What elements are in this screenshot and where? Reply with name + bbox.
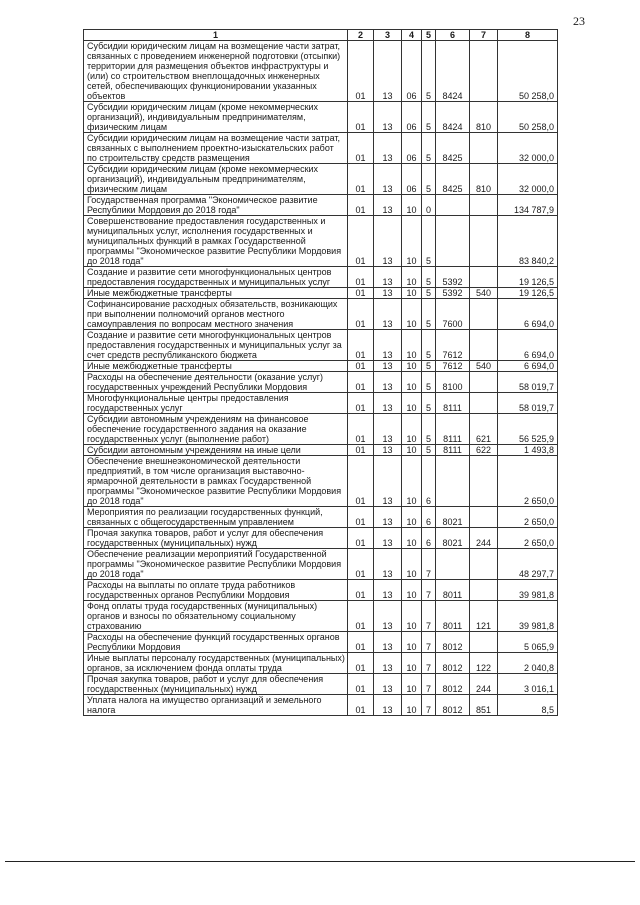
- row-code-c3: 13: [374, 507, 402, 528]
- row-amount: 2 650,0: [498, 528, 558, 549]
- table-row: [84, 528, 558, 549]
- row-description: Субсидии автономным учреждениям на иные цели: [84, 445, 348, 456]
- table-row: [84, 414, 558, 445]
- row-code-c7: [470, 195, 498, 216]
- row-code-c4: 10: [402, 601, 422, 632]
- row-code-c3: 13: [374, 414, 402, 445]
- row-code-c2: 01: [348, 528, 374, 549]
- row-code-c4: 10: [402, 216, 422, 267]
- row-code-c6: 8424: [436, 41, 470, 102]
- col-header-6: 6: [436, 30, 470, 41]
- row-code-c4: 06: [402, 133, 422, 164]
- row-amount: 6 694,0: [498, 330, 558, 361]
- row-code-c3: 13: [374, 102, 402, 133]
- row-code-c4: 10: [402, 414, 422, 445]
- table-row: [84, 653, 558, 674]
- row-code-c4: 10: [402, 288, 422, 299]
- row-code-c2: 01: [348, 674, 374, 695]
- row-code-c7: 810: [470, 164, 498, 195]
- row-code-c6: 8100: [436, 372, 470, 393]
- row-code-c3: 13: [374, 330, 402, 361]
- row-code-c6: 8111: [436, 393, 470, 414]
- row-code-c3: 13: [374, 133, 402, 164]
- row-code-c7: 244: [470, 674, 498, 695]
- row-code-c4: 10: [402, 267, 422, 288]
- row-amount: 2 040,8: [498, 653, 558, 674]
- row-description: Обеспечение внешнеэкономической деятельности предприятий, в том числе организация выставочно-ярмарочной деятельности в рамках Государственной программы "Экономическое развитие Республики Мордовия до 2018 года": [84, 456, 348, 507]
- row-code-c7: [470, 330, 498, 361]
- row-code-c3: 13: [374, 653, 402, 674]
- row-code-c5: 5: [422, 164, 436, 195]
- row-code-c4: 06: [402, 41, 422, 102]
- row-code-c4: 10: [402, 528, 422, 549]
- row-code-c7: [470, 456, 498, 507]
- col-header-1: 1: [84, 30, 348, 41]
- row-amount: 1 493,8: [498, 445, 558, 456]
- row-code-c6: [436, 195, 470, 216]
- row-code-c4: 10: [402, 695, 422, 716]
- table-row: [84, 507, 558, 528]
- row-code-c7: [470, 216, 498, 267]
- row-code-c5: 6: [422, 507, 436, 528]
- row-code-c7: [470, 549, 498, 580]
- table-row: [84, 216, 558, 267]
- row-amount: 6 694,0: [498, 361, 558, 372]
- row-code-c5: 0: [422, 195, 436, 216]
- row-amount: 2 650,0: [498, 507, 558, 528]
- row-code-c4: 10: [402, 299, 422, 330]
- row-amount: 58 019,7: [498, 393, 558, 414]
- row-code-c6: 8111: [436, 445, 470, 456]
- row-code-c4: 10: [402, 372, 422, 393]
- row-description: Субсидии юридическим лицам на возмещение части затрат, связанных с выполнением проектно-изыскательских работ по строительству средств размещения: [84, 133, 348, 164]
- row-code-c5: 7: [422, 549, 436, 580]
- row-code-c5: 5: [422, 330, 436, 361]
- row-code-c5: 5: [422, 445, 436, 456]
- table-header-row: [84, 30, 558, 41]
- row-code-c5: 5: [422, 102, 436, 133]
- row-code-c4: 10: [402, 456, 422, 507]
- row-code-c5: 5: [422, 288, 436, 299]
- row-description: Расходы на обеспечение функций государственных органов Республики Мордовия: [84, 632, 348, 653]
- row-amount: 6 694,0: [498, 299, 558, 330]
- table-row: [84, 361, 558, 372]
- col-header-8: 8: [498, 30, 558, 41]
- row-code-c3: 13: [374, 456, 402, 507]
- row-code-c4: 10: [402, 549, 422, 580]
- row-code-c2: 01: [348, 216, 374, 267]
- row-code-c2: 01: [348, 288, 374, 299]
- row-code-c4: 10: [402, 445, 422, 456]
- row-code-c5: 5: [422, 393, 436, 414]
- table-row: [84, 41, 558, 102]
- row-code-c6: 5392: [436, 288, 470, 299]
- table-row: [84, 288, 558, 299]
- row-code-c6: [436, 549, 470, 580]
- row-code-c4: 10: [402, 361, 422, 372]
- row-code-c5: 5: [422, 267, 436, 288]
- row-amount: 39 981,8: [498, 601, 558, 632]
- row-amount: 19 126,5: [498, 267, 558, 288]
- row-code-c2: 01: [348, 653, 374, 674]
- row-amount: 50 258,0: [498, 102, 558, 133]
- row-code-c6: 8425: [436, 133, 470, 164]
- row-amount: 8,5: [498, 695, 558, 716]
- row-code-c3: 13: [374, 164, 402, 195]
- row-code-c5: 5: [422, 133, 436, 164]
- row-code-c7: 621: [470, 414, 498, 445]
- row-code-c2: 01: [348, 133, 374, 164]
- row-code-c5: 5: [422, 299, 436, 330]
- row-code-c7: [470, 507, 498, 528]
- row-amount: 19 126,5: [498, 288, 558, 299]
- table-row: [84, 601, 558, 632]
- row-description: Прочая закупка товаров, работ и услуг для обеспечения государственных (муниципальных) нужд: [84, 528, 348, 549]
- row-code-c5: 5: [422, 41, 436, 102]
- row-code-c7: [470, 393, 498, 414]
- row-code-c3: 13: [374, 549, 402, 580]
- row-code-c7: [470, 267, 498, 288]
- row-amount: 50 258,0: [498, 41, 558, 102]
- row-description: Фонд оплаты труда государственных (муниципальных) органов и взносы по обязательному социальному страхованию: [84, 601, 348, 632]
- table-row: [84, 695, 558, 716]
- row-code-c4: 10: [402, 330, 422, 361]
- row-code-c7: 122: [470, 653, 498, 674]
- row-amount: 58 019,7: [498, 372, 558, 393]
- table-row: [84, 372, 558, 393]
- row-amount: 3 016,1: [498, 674, 558, 695]
- row-code-c2: 01: [348, 456, 374, 507]
- row-code-c7: [470, 299, 498, 330]
- row-code-c6: 8012: [436, 632, 470, 653]
- row-code-c4: 10: [402, 653, 422, 674]
- row-code-c5: 5: [422, 414, 436, 445]
- row-code-c2: 01: [348, 695, 374, 716]
- row-code-c5: 7: [422, 695, 436, 716]
- row-code-c7: [470, 133, 498, 164]
- table-row: [84, 133, 558, 164]
- row-code-c6: 8011: [436, 601, 470, 632]
- table-row: [84, 393, 558, 414]
- row-description: Расходы на обеспечение деятельности (оказание услуг) государственных учреждений Республики Мордовия: [84, 372, 348, 393]
- row-code-c7: [470, 372, 498, 393]
- row-code-c5: 6: [422, 528, 436, 549]
- row-amount: 32 000,0: [498, 133, 558, 164]
- row-code-c4: 06: [402, 164, 422, 195]
- row-code-c6: 8424: [436, 102, 470, 133]
- row-code-c3: 13: [374, 299, 402, 330]
- row-description: Прочая закупка товаров, работ и услуг для обеспечения государственных (муниципальных) нужд: [84, 674, 348, 695]
- col-header-2: 2: [348, 30, 374, 41]
- row-code-c2: 01: [348, 299, 374, 330]
- row-code-c3: 13: [374, 41, 402, 102]
- table-row: [84, 195, 558, 216]
- row-amount: 39 981,8: [498, 580, 558, 601]
- col-header-7: 7: [470, 30, 498, 41]
- row-code-c5: 7: [422, 601, 436, 632]
- row-description: Мероприятия по реализации государственных функций, связанных с общегосударственным управлением: [84, 507, 348, 528]
- row-code-c6: 8012: [436, 674, 470, 695]
- row-code-c2: 01: [348, 601, 374, 632]
- row-code-c7: [470, 41, 498, 102]
- row-code-c4: 10: [402, 632, 422, 653]
- row-code-c6: 8012: [436, 695, 470, 716]
- row-code-c2: 01: [348, 372, 374, 393]
- row-code-c5: 7: [422, 674, 436, 695]
- row-description: Субсидии юридическим лицам на возмещение части затрат, связанных с проведением инженерной подготовки (отсыпки) территории для размещения объектов инфраструктуры и (или) со строительством внеплощадочных инженерных сетей, обеспечивающих функционировании указанных объектов: [84, 41, 348, 102]
- row-amount: 2 650,0: [498, 456, 558, 507]
- row-code-c2: 01: [348, 507, 374, 528]
- row-description: Субсидии юридическим лицам (кроме некоммерческих организаций), индивидуальным предпринимателям, физическим лицам: [84, 164, 348, 195]
- row-code-c2: 01: [348, 361, 374, 372]
- row-code-c2: 01: [348, 164, 374, 195]
- col-header-3: 3: [374, 30, 402, 41]
- row-code-c2: 01: [348, 445, 374, 456]
- row-amount: 48 297,7: [498, 549, 558, 580]
- row-code-c2: 01: [348, 41, 374, 102]
- row-code-c5: 7: [422, 632, 436, 653]
- row-code-c6: 5392: [436, 267, 470, 288]
- row-code-c2: 01: [348, 414, 374, 445]
- row-amount: 32 000,0: [498, 164, 558, 195]
- row-code-c3: 13: [374, 632, 402, 653]
- row-description: Уплата налога на имущество организаций и земельного налога: [84, 695, 348, 716]
- row-code-c6: 7612: [436, 361, 470, 372]
- row-code-c6: 8425: [436, 164, 470, 195]
- table-row: [84, 674, 558, 695]
- row-code-c4: 10: [402, 195, 422, 216]
- row-code-c6: 7612: [436, 330, 470, 361]
- row-code-c6: 8012: [436, 653, 470, 674]
- row-code-c7: 851: [470, 695, 498, 716]
- row-code-c3: 13: [374, 445, 402, 456]
- row-code-c2: 01: [348, 195, 374, 216]
- row-description: Создание и развитие сети многофункциональных центров предоставления государственных и муниципальных услуг за счет средств республиканского бюджета: [84, 330, 348, 361]
- row-code-c3: 13: [374, 267, 402, 288]
- row-description: Создание и развитие сети многофункциональных центров предоставления государственных и муниципальных услуг: [84, 267, 348, 288]
- row-code-c2: 01: [348, 102, 374, 133]
- row-code-c6: 8111: [436, 414, 470, 445]
- row-description: Совершенствование предоставления государственных и муниципальных услуг, исполнения государственных и муниципальных функций в рамках Государственной программы "Экономическое развитие Республики Мордовия до 2018 года": [84, 216, 348, 267]
- scan-edge-line: [5, 861, 635, 862]
- row-code-c5: 5: [422, 216, 436, 267]
- row-description: Субсидии юридическим лицам (кроме некоммерческих организаций), индивидуальным предпринимателям, физическим лицам: [84, 102, 348, 133]
- row-code-c3: 13: [374, 601, 402, 632]
- row-code-c4: 06: [402, 102, 422, 133]
- row-code-c4: 10: [402, 393, 422, 414]
- table-row: [84, 102, 558, 133]
- col-header-4: 4: [402, 30, 422, 41]
- row-code-c5: 5: [422, 361, 436, 372]
- row-code-c2: 01: [348, 393, 374, 414]
- row-code-c7: 121: [470, 601, 498, 632]
- row-code-c5: 5: [422, 372, 436, 393]
- row-code-c7: 244: [470, 528, 498, 549]
- row-code-c6: 8021: [436, 528, 470, 549]
- budget-table: [83, 29, 558, 716]
- table-row: [84, 299, 558, 330]
- row-code-c7: 810: [470, 102, 498, 133]
- row-code-c3: 13: [374, 216, 402, 267]
- row-code-c7: [470, 632, 498, 653]
- row-amount: 5 065,9: [498, 632, 558, 653]
- table-row: [84, 445, 558, 456]
- table-row: [84, 632, 558, 653]
- row-code-c2: 01: [348, 580, 374, 601]
- row-code-c2: 01: [348, 632, 374, 653]
- row-code-c4: 10: [402, 580, 422, 601]
- row-code-c6: [436, 456, 470, 507]
- row-code-c6: 8021: [436, 507, 470, 528]
- row-code-c4: 10: [402, 674, 422, 695]
- row-amount: 56 525,9: [498, 414, 558, 445]
- row-code-c6: 7600: [436, 299, 470, 330]
- row-description: Иные выплаты персоналу государственных (муниципальных) органов, за исключением фонда оплаты труда: [84, 653, 348, 674]
- row-code-c3: 13: [374, 528, 402, 549]
- row-code-c5: 7: [422, 653, 436, 674]
- row-description: Софинансирование расходных обязательств, возникающих при выполнении полномочий органов местного самоуправления по вопросам местного значения: [84, 299, 348, 330]
- row-code-c3: 13: [374, 361, 402, 372]
- row-code-c3: 13: [374, 372, 402, 393]
- table-row: [84, 580, 558, 601]
- table-row: [84, 330, 558, 361]
- row-description: Многофункциональные центры предоставления государственных услуг: [84, 393, 348, 414]
- row-description: Государственная программа "Экономическое развитие Республики Мордовия до 2018 года": [84, 195, 348, 216]
- row-code-c2: 01: [348, 267, 374, 288]
- row-code-c7: 540: [470, 288, 498, 299]
- table-row: [84, 549, 558, 580]
- row-code-c3: 13: [374, 195, 402, 216]
- row-code-c2: 01: [348, 549, 374, 580]
- row-code-c7: [470, 580, 498, 601]
- row-code-c4: 10: [402, 507, 422, 528]
- row-description: Иные межбюджетные трансферты: [84, 361, 348, 372]
- row-description: Обеспечение реализации мероприятий Государственной программы "Экономическое развитие Республики Мордовия до 2018 года": [84, 549, 348, 580]
- row-description: Расходы на выплаты по оплате труда работников государственных органов Республики Мордовия: [84, 580, 348, 601]
- row-code-c3: 13: [374, 695, 402, 716]
- row-code-c7: 540: [470, 361, 498, 372]
- row-code-c2: 01: [348, 330, 374, 361]
- row-code-c5: 6: [422, 456, 436, 507]
- table-row: [84, 164, 558, 195]
- row-code-c6: [436, 216, 470, 267]
- row-code-c3: 13: [374, 393, 402, 414]
- row-code-c3: 13: [374, 580, 402, 601]
- table-row: [84, 267, 558, 288]
- row-code-c3: 13: [374, 674, 402, 695]
- row-code-c6: 8011: [436, 580, 470, 601]
- page-number: 23: [573, 14, 585, 28]
- row-code-c3: 13: [374, 288, 402, 299]
- row-amount: 134 787,9: [498, 195, 558, 216]
- row-code-c5: 7: [422, 580, 436, 601]
- row-amount: 83 840,2: [498, 216, 558, 267]
- col-header-5: 5: [422, 30, 436, 41]
- row-description: Иные межбюджетные трансферты: [84, 288, 348, 299]
- row-code-c7: 622: [470, 445, 498, 456]
- table-row: [84, 456, 558, 507]
- row-description: Субсидии автономным учреждениям на финансовое обеспечение государственного задания на оказание государственных услуг (выполнение работ): [84, 414, 348, 445]
